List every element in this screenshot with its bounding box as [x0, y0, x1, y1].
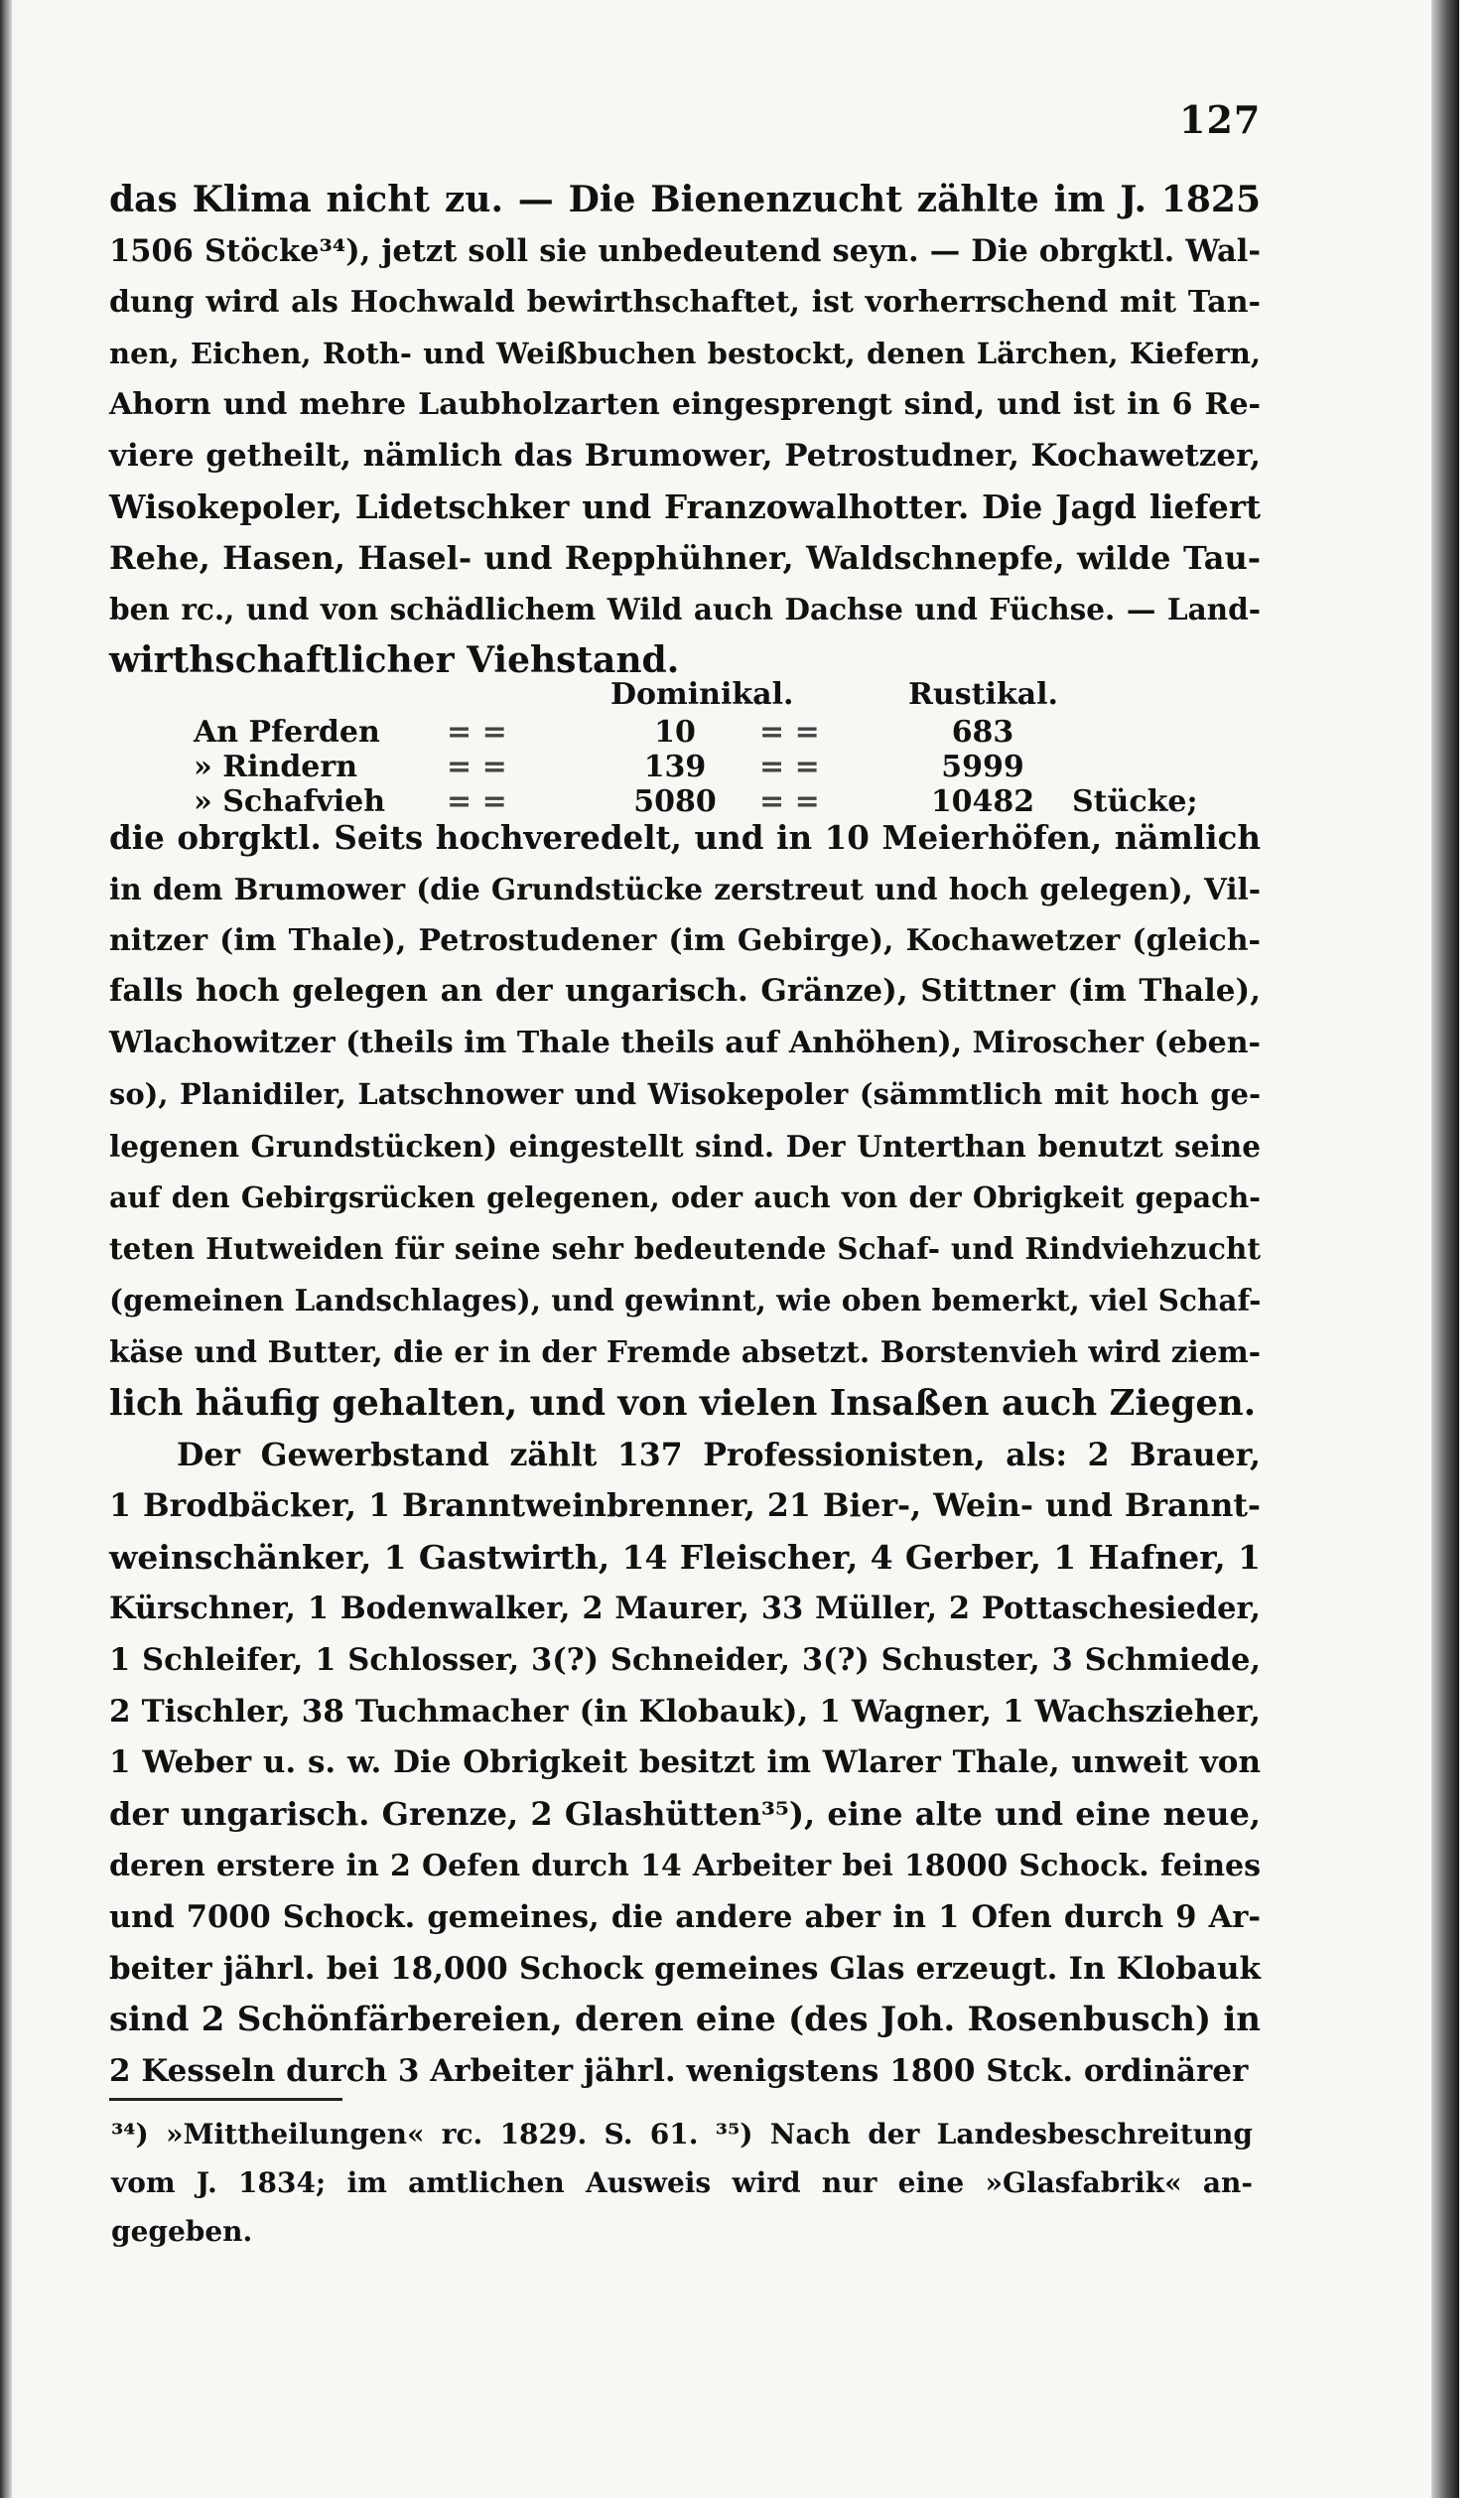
row-label: » Schafvieh: [194, 784, 386, 819]
leader-dots: = =: [447, 750, 507, 784]
dominical-value: 5080: [633, 784, 717, 819]
leader-dots: = =: [759, 750, 820, 784]
text-line: Der Gewerbstand zählt 137 Professionisten, als: 2 Brauer,: [177, 1436, 1261, 1473]
row-label: » Rindern: [194, 750, 358, 784]
text-line: Wisokepoler, Lidetschker und Franzowalhotter. Die Jagd liefert: [109, 487, 1261, 526]
footnote-divider: [109, 2098, 342, 2101]
text-line: Rehe, Hasen, Hasel- und Repphühner, Waldschnepfe, wilde Tau-: [109, 538, 1261, 577]
text-line: (gemeinen Landschlages), und gewinnt, wie oben bemerkt, viel Schaf-: [109, 1283, 1262, 1318]
footnotes: [111, 2110, 1253, 2256]
header-rustical: Rustikal.: [908, 677, 1058, 712]
text-line: auf den Gebirgsrücken gelegenen, oder auch von der Obrigkeit gepach-: [109, 1180, 1261, 1214]
text-line: 1 Brodbäcker, 1 Branntweinbrenner, 21 Bier-, Wein- und Brannt-: [109, 1487, 1261, 1525]
paragraph-livestock-trade: [109, 812, 1261, 2098]
text-line: Ahorn und mehre Laubholzarten eingesprengt sind, und ist in 6 Re-: [109, 387, 1261, 422]
dominical-value: 10: [654, 715, 696, 750]
text-line: so), Planidiler, Latschnower und Wisokepoler (sämmtlich mit hoch ge-: [109, 1076, 1261, 1111]
text-line: 2 Kesseln durch 3 Arbeiter jährl. wenigstens 1800 Stck. ordinärer: [109, 2053, 1249, 2090]
footnote-line: ³⁴) »Mittheilungen« rc. 1829. S. 61. ³⁵) Nach der Landesbeschreitung: [111, 2118, 1253, 2151]
header-dominical: Dominikal.: [610, 677, 794, 712]
text-line: nitzer (im Thale), Petrostudener (im Gebirge), Kochawetzer (gleich-: [109, 922, 1261, 958]
text-line: legenen Grundstücken) eingestellt sind. Der Unterthan benutzt seine: [109, 1128, 1261, 1164]
text-line: in dem Brumower (die Grundstücke zerstreut und hoch gelegen), Vil-: [109, 871, 1261, 906]
text-line: der ungarisch. Grenze, 2 Glashütten³⁵), eine alte und eine neue,: [109, 1795, 1261, 1834]
text-line: sind 2 Schönfärbereien, deren eine (des Joh. Rosenbusch) in: [109, 2000, 1261, 2040]
page-edge-left: [0, 0, 12, 2498]
footnote-line: gegeben.: [111, 2215, 253, 2248]
text-line: 2 Tischler, 38 Tuchmacher (in Klobauk), 1 Wagner, 1 Wachszieher,: [109, 1693, 1261, 1730]
unit-label: Stücke;: [1072, 784, 1198, 819]
leader-dots: = =: [759, 715, 820, 750]
text-line: das Klima nicht zu. — Die Bienenzucht zählte im J. 1825: [109, 179, 1261, 220]
rustical-value: 10482: [930, 784, 1035, 819]
text-line: Wlachowitzer (theils im Thale theils auf Anhöhen), Miroscher (eben-: [109, 1026, 1261, 1061]
leader-dots: = =: [447, 784, 507, 819]
dominical-value: 139: [643, 750, 707, 784]
text-line: nen, Eichen, Roth- und Weißbuchen bestockt, denen Lärchen, Kiefern,: [109, 336, 1261, 370]
text-line: weinschänker, 1 Gastwirth, 14 Fleischer, 4 Gerber, 1 Hafner, 1: [109, 1538, 1261, 1578]
leader-dots: = =: [759, 784, 820, 819]
livestock-table: [194, 677, 1276, 819]
text-line: die obrgktl. Seits hochveredelt, und in 10 Meierhöfen, nämlich: [109, 818, 1261, 857]
text-line: käse und Butter, die er in der Fremde absetzt. Borstenvieh wird ziem-: [109, 1333, 1261, 1369]
text-line: falls hoch gelegen an der ungarisch. Gränze), Stittner (im Thale),: [109, 973, 1261, 1010]
rustical-value: 683: [951, 715, 1014, 750]
table-row: [194, 750, 1276, 784]
text-line: deren erstere in 2 Oefen durch 14 Arbeiter bei 18000 Schock. feines: [109, 1848, 1261, 1883]
page-edge-right: [1431, 0, 1459, 2498]
text-line: wirthschaftlicher Viehstand.: [109, 638, 680, 681]
livestock-table-header: [194, 677, 1276, 715]
text-line: beiter jährl. bei 18,000 Schock gemeines Glas erzeugt. In Klobauk: [109, 1950, 1261, 1987]
leader-dots: = =: [447, 715, 507, 750]
text-line: 1506 Stöcke³⁴), jetzt soll sie unbedeutend seyn. — Die obrgktl. Wal-: [109, 232, 1261, 269]
text-line: dung wird als Hochwald bewirthschaftet, ist vorherrschend mit Tan-: [109, 285, 1261, 320]
text-line: 1 Schleifer, 1 Schlosser, 3(?) Schneider, 3(?) Schuster, 3 Schmiede,: [109, 1641, 1261, 1678]
text-line: lich häufig gehalten, und von vielen Insaßen auch Ziegen.: [109, 1382, 1257, 1424]
text-line: viere getheilt, nämlich das Brumower, Petrostudner, Kochawetzer,: [109, 437, 1261, 474]
footnote-line: vom J. 1834; im amtlichen Ausweis wird nur eine »Glasfabrik« an-: [111, 2166, 1253, 2199]
text-line: ben rc., und von schädlichem Wild auch Dachse und Füchse. — Land-: [109, 592, 1261, 626]
page-number: 127: [1179, 97, 1262, 142]
paragraph-beekeeping-forest: [109, 175, 1261, 686]
row-label: An Pferden: [194, 715, 380, 750]
text-line: und 7000 Schock. gemeines, die andere aber in 1 Ofen durch 9 Ar-: [109, 1898, 1261, 1935]
rustical-value: 5999: [941, 750, 1024, 784]
text-line: teten Hutweiden für seine sehr bedeutende Schaf- und Rindviehzucht: [109, 1231, 1261, 1267]
text-line: 1 Weber u. s. w. Die Obrigkeit besitzt im Wlarer Thale, unweit von: [109, 1744, 1261, 1781]
text-line: Kürschner, 1 Bodenwalker, 2 Maurer, 33 Müller, 2 Pottaschesieder,: [109, 1590, 1261, 1626]
table-row: [194, 715, 1276, 750]
